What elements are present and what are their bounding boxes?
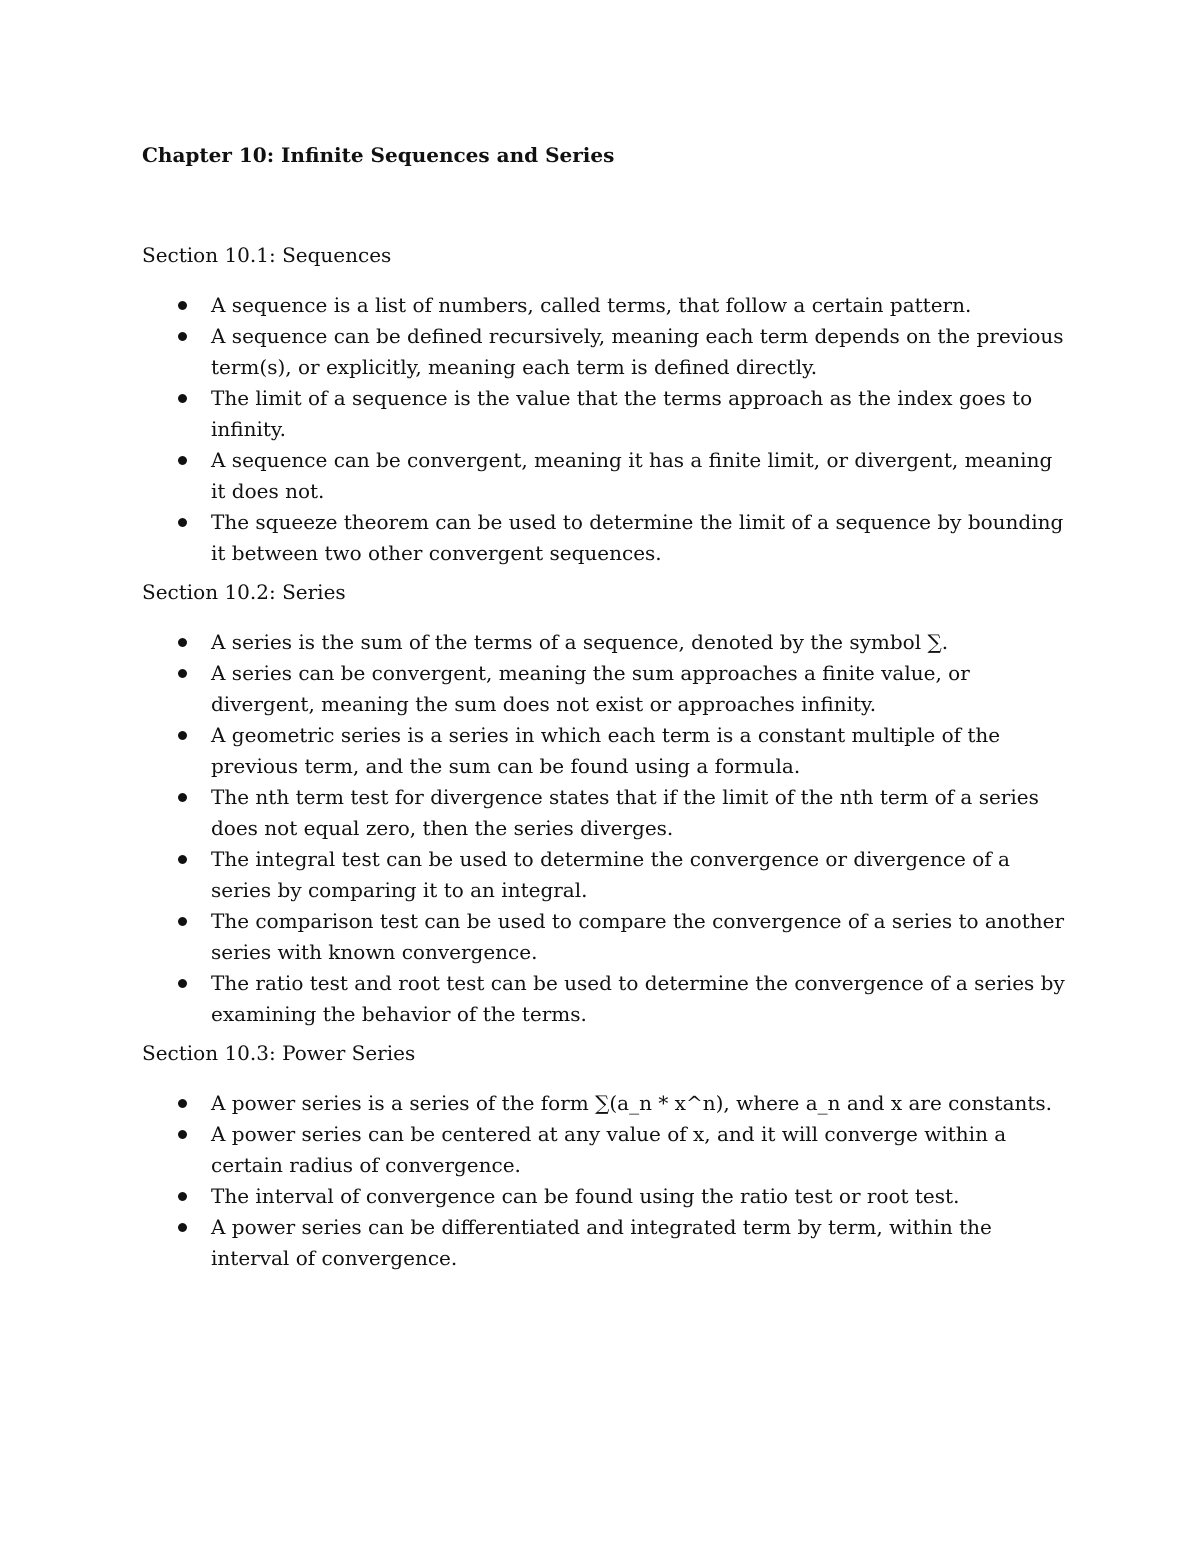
list-item	[211, 1119, 1072, 1181]
list-item	[211, 782, 1072, 844]
section-title: Section 10.1: Sequences	[142, 243, 392, 267]
list-item	[211, 1088, 1072, 1119]
list-item	[211, 968, 1072, 1030]
section-title: Section 10.3: Power Series	[142, 1041, 416, 1065]
list-item	[211, 906, 1072, 968]
section-power-series	[142, 1038, 1072, 1274]
list-item	[211, 383, 1072, 445]
bullet-icon	[178, 669, 187, 678]
list-item-text: A sequence can be defined recursively, meaning each term depends on the previous term(s), or explicitly, meaning each term is defined directly.	[211, 324, 1064, 379]
list-item-text: The integral test can be used to determine the convergence or divergence of a series by comparing it to an integral.	[211, 847, 1010, 902]
bullet-icon	[178, 1192, 187, 1201]
list-item	[211, 658, 1072, 720]
document-content	[142, 140, 1072, 1282]
section-title: Section 10.2: Series	[142, 580, 346, 604]
list-item-text: A sequence can be convergent, meaning it has a finite limit, or divergent, meaning it does not.	[211, 448, 1053, 503]
bullet-icon	[178, 793, 187, 802]
list-item-text: The limit of a sequence is the value that the terms approach as the index goes to infinity.	[211, 386, 1033, 441]
list-item	[211, 321, 1072, 383]
list-item-text: The comparison test can be used to compare the convergence of a series to another series with known convergence.	[211, 909, 1065, 964]
bullet-icon	[178, 917, 187, 926]
list-item-text: The interval of convergence can be found using the ratio test or root test.	[211, 1184, 960, 1208]
list-item-text: A series is the sum of the terms of a sequence, denoted by the symbol ∑.	[211, 630, 949, 654]
list-item	[211, 445, 1072, 507]
bullet-list	[142, 1088, 1072, 1274]
bullet-icon	[178, 1130, 187, 1139]
section-series	[142, 577, 1072, 1030]
bullet-icon	[178, 518, 187, 527]
bullet-icon	[178, 855, 187, 864]
list-item	[211, 507, 1072, 569]
bullet-icon	[178, 1223, 187, 1232]
list-item-text: A geometric series is a series in which each term is a constant multiple of the previous term, and the sum can be found using a formula.	[211, 723, 1001, 778]
list-item-text: A power series can be differentiated and integrated term by term, within the interval of convergence.	[211, 1215, 992, 1270]
bullet-icon	[178, 638, 187, 647]
list-item-text: The nth term test for divergence states that if the limit of the nth term of a series does not equal zero, then the series diverges.	[211, 785, 1039, 840]
list-item-text: A power series can be centered at any value of x, and it will converge within a certain radius of convergence.	[211, 1122, 1007, 1177]
list-item	[211, 1212, 1072, 1274]
bullet-icon	[178, 394, 187, 403]
list-item-text: The ratio test and root test can be used to determine the convergence of a series by examining the behavior of the terms.	[211, 971, 1065, 1026]
bullet-icon	[178, 731, 187, 740]
list-item	[211, 844, 1072, 906]
list-item-text: A power series is a series of the form ∑(a_n * x^n), where a_n and x are constants.	[211, 1091, 1053, 1115]
bullet-list	[142, 627, 1072, 1030]
list-item	[211, 290, 1072, 321]
list-item-text: A sequence is a list of numbers, called terms, that follow a certain pattern.	[211, 293, 972, 317]
list-item-text: A series can be convergent, meaning the sum approaches a finite value, or divergent, meaning the sum does not exist or approaches infinity.	[211, 661, 970, 716]
list-item	[211, 1181, 1072, 1212]
bullet-icon	[178, 1099, 187, 1108]
bullet-icon	[178, 456, 187, 465]
chapter-title: Chapter 10: Infinite Sequences and Series	[142, 143, 615, 167]
bullet-icon	[178, 332, 187, 341]
bullet-icon	[178, 301, 187, 310]
bullet-icon	[178, 979, 187, 988]
list-item-text: The squeeze theorem can be used to determine the limit of a sequence by bounding it between two other convergent sequences.	[211, 510, 1064, 565]
section-sequences	[142, 240, 1072, 569]
bullet-list	[142, 290, 1072, 569]
list-item	[211, 720, 1072, 782]
list-item	[211, 627, 1072, 658]
